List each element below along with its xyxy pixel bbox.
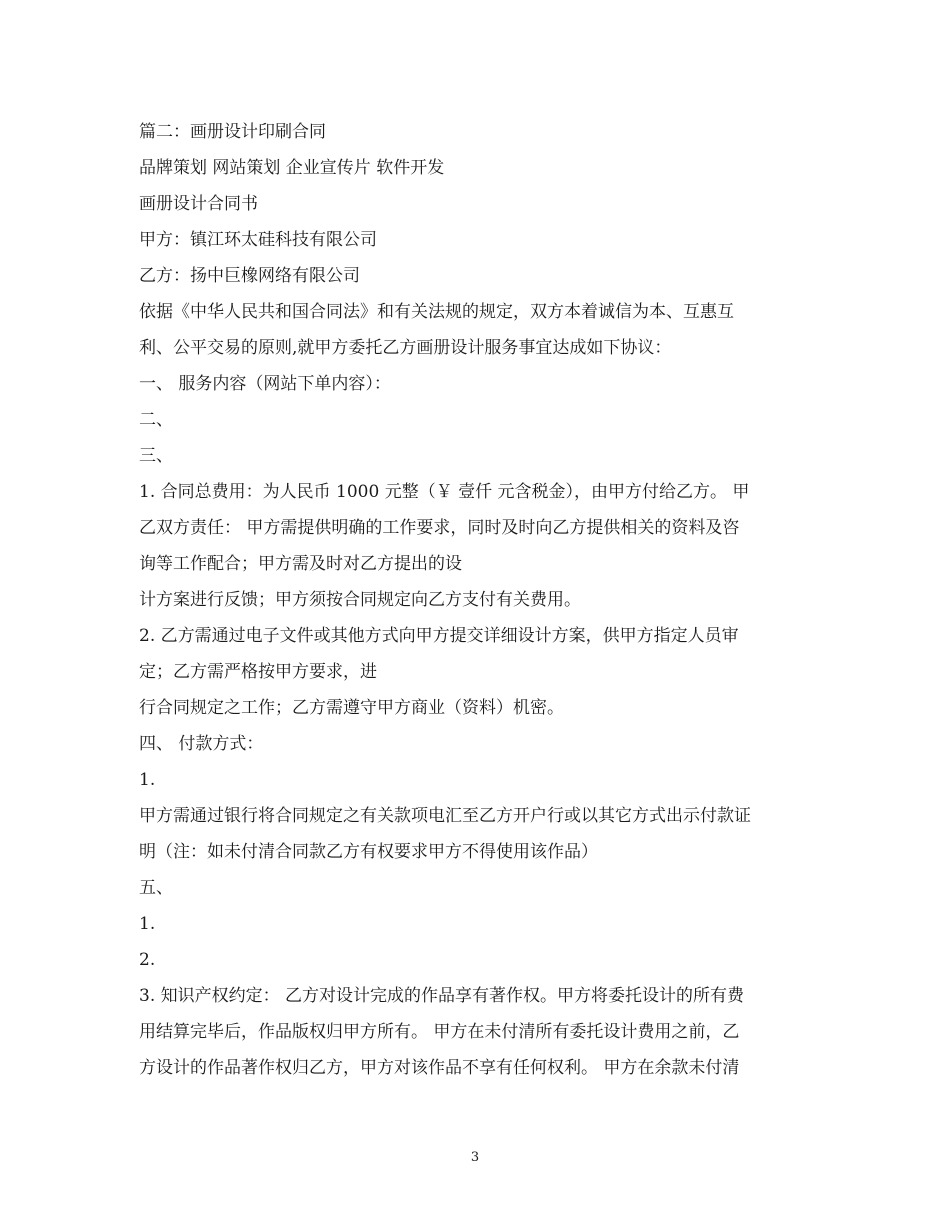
text-line: 篇二：画册设计印刷合同 — [139, 122, 326, 142]
text-line: 3. 知识产权约定： 乙方对设计完成的作品享有著作权。甲方将委托设计的所有费 — [139, 986, 745, 1006]
text-line: 甲方需通过银行将合同规定之有关款项电汇至乙方开户行或以其它方式出示付款证 — [139, 806, 751, 826]
text-line: 一、 服务内容（网站下单内容）： — [139, 374, 391, 394]
text-line: 1. — [139, 770, 156, 790]
text-line: 三、 — [139, 446, 173, 466]
text-line: 方设计的作品著作权归乙方，甲方对该作品不享有任何权利。 甲方在余款未付清 — [139, 1058, 740, 1078]
text-line: 明（注：如未付清合同款乙方有权要求甲方不得使用该作品） — [139, 842, 598, 862]
text-line: 甲方：镇江环太硅科技有限公司 — [139, 230, 377, 250]
text-line: 用结算完毕后，作品版权归甲方所有。 甲方在未付清所有委托设计费用之前，乙 — [139, 1022, 740, 1042]
text-line: 行合同规定之工作；乙方需遵守甲方商业（资料）机密。 — [139, 698, 564, 718]
page-number: 3 — [470, 1150, 480, 1165]
text-line: 询等工作配合；甲方需及时对乙方提出的设 — [139, 554, 462, 574]
text-line: 二、 — [139, 410, 173, 430]
text-line: 定；乙方需严格按甲方要求，进 — [139, 662, 377, 682]
text-line: 1. 合同总费用：为人民币 1000 元整（￥ 壹仟 元含税金），由甲方付给乙方。 甲 — [139, 482, 750, 502]
text-line: 1. — [139, 914, 156, 934]
text-line: 计方案进行反馈；甲方须按合同规定向乙方支付有关费用。 — [139, 590, 581, 610]
text-line: 四、 付款方式： — [139, 734, 264, 754]
document-body — [139, 114, 811, 1086]
text-line: 依据《中华人民共和国合同法》和有关法规的规定，双方本着诚信为本、互惠互 — [139, 302, 734, 322]
text-line: 乙方：扬中巨橡网络有限公司 — [139, 266, 360, 286]
text-line: 画册设计合同书 — [139, 194, 258, 214]
text-line: 品牌策划 网站策划 企业宣传片 软件开发 — [139, 158, 445, 178]
text-line: 2. — [139, 950, 156, 970]
text-line: 五、 — [139, 878, 173, 898]
text-line: 2. 乙方需通过电子文件或其他方式向甲方提交详细设计方案，供甲方指定人员审 — [139, 626, 739, 646]
text-line: 乙双方责任： 甲方需提供明确的工作要求，同时及时向乙方提供相关的资料及咨 — [139, 518, 740, 538]
text-line: 利、公平交易的原则,就甲方委托乙方画册设计服务事宜达成如下协议： — [139, 338, 672, 358]
